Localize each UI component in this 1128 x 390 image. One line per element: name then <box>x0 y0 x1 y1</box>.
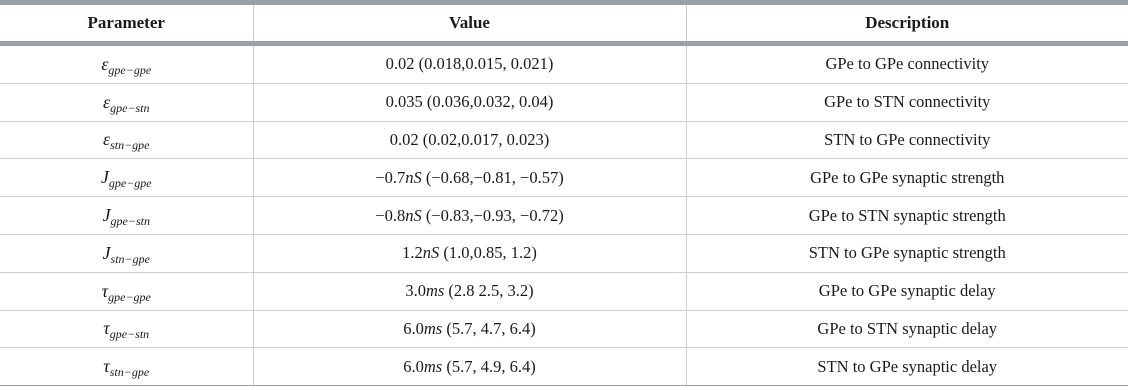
table-row <box>0 159 1128 197</box>
parameter-cell <box>0 272 253 310</box>
table-row <box>0 272 1128 310</box>
value-cell <box>253 121 686 159</box>
value-unit: nS <box>422 243 440 263</box>
parameter-cell <box>0 121 253 159</box>
value-cell <box>253 44 686 84</box>
value-main: −0.7 <box>375 167 406 187</box>
table-row <box>0 310 1128 348</box>
table-header <box>0 3 1128 44</box>
value-ci: (5.7, 4.7, 6.4) <box>442 318 536 338</box>
param-symbol: J <box>102 205 111 226</box>
parameter-cell <box>0 348 253 386</box>
table-row <box>0 121 1128 159</box>
value-main: 0.02 <box>385 54 415 74</box>
value-ci: (−0.83,−0.93, −0.72) <box>421 205 564 225</box>
value-cell <box>253 348 686 386</box>
value-main: 1.2 <box>402 243 423 263</box>
param-subscript: gpe−stn <box>110 100 150 115</box>
value-unit: ms <box>423 356 443 376</box>
table-row <box>0 234 1128 272</box>
param-symbol: J <box>102 242 111 263</box>
value-unit: ms <box>425 281 445 301</box>
parameter-cell <box>0 44 253 84</box>
value-ci: (0.036,0.032, 0.04) <box>422 92 554 112</box>
table-body <box>0 44 1128 386</box>
value-main: 0.02 <box>389 129 419 149</box>
param-symbol: ε <box>102 129 111 150</box>
value-ci: (0.018,0.015, 0.021) <box>414 54 554 74</box>
param-subscript: gpe−gpe <box>108 289 151 304</box>
value-ci: (1.0,0.85, 1.2) <box>439 243 537 263</box>
value-unit: nS <box>405 205 422 225</box>
value-cell <box>253 272 686 310</box>
parameter-cell <box>0 159 253 197</box>
header-value: Value <box>253 3 686 44</box>
header-parameter: Parameter <box>0 3 253 44</box>
description-cell: GPe to STN synaptic delay <box>686 310 1128 348</box>
value-main: 6.0 <box>403 356 424 376</box>
value-cell <box>253 159 686 197</box>
parameter-cell <box>0 83 253 121</box>
value-main: 3.0 <box>405 281 426 301</box>
description-cell: GPe to GPe connectivity <box>686 44 1128 84</box>
table-row <box>0 83 1128 121</box>
table-row <box>0 348 1128 386</box>
value-main: 0.035 <box>385 92 423 112</box>
description-cell: STN to GPe synaptic strength <box>686 234 1128 272</box>
description-cell: GPe to STN synaptic strength <box>686 197 1128 235</box>
value-ci: (−0.68,−0.81, −0.57) <box>421 167 564 187</box>
value-unit: ms <box>423 318 443 338</box>
table-row <box>0 44 1128 84</box>
value-ci: (2.8 2.5, 3.2) <box>444 281 534 301</box>
description-cell: GPe to GPe synaptic delay <box>686 272 1128 310</box>
value-unit: nS <box>405 167 422 187</box>
table-row <box>0 197 1128 235</box>
header-row <box>0 3 1128 44</box>
param-subscript: gpe−gpe <box>108 176 152 191</box>
param-subscript: gpe−stn <box>110 214 150 229</box>
param-symbol: τ <box>101 280 109 301</box>
parameter-cell <box>0 234 253 272</box>
param-subscript: gpe−stn <box>109 327 150 342</box>
value-ci: (5.7, 4.9, 6.4) <box>442 356 536 376</box>
param-symbol: τ <box>103 356 110 377</box>
parameter-cell <box>0 310 253 348</box>
value-cell <box>253 310 686 348</box>
value-main: −0.8 <box>375 205 406 225</box>
param-symbol: J <box>100 167 109 188</box>
param-subscript: stn−gpe <box>109 365 150 380</box>
value-ci: (0.02,0.017, 0.023) <box>418 129 550 149</box>
description-cell: STN to GPe synaptic delay <box>686 348 1128 386</box>
description-cell: STN to GPe connectivity <box>686 121 1128 159</box>
param-subscript: stn−gpe <box>110 138 150 153</box>
value-cell <box>253 83 686 121</box>
param-subscript: stn−gpe <box>110 251 150 266</box>
param-symbol: ε <box>102 91 111 112</box>
description-cell: GPe to GPe synaptic strength <box>686 159 1128 197</box>
value-main: 6.0 <box>403 318 424 338</box>
value-cell <box>253 197 686 235</box>
value-cell <box>253 234 686 272</box>
param-subscript: gpe−gpe <box>108 62 152 77</box>
param-symbol: τ <box>103 318 110 339</box>
parameter-cell <box>0 197 253 235</box>
param-symbol: ε <box>101 53 109 74</box>
header-description: Description <box>686 3 1128 44</box>
description-cell: GPe to STN connectivity <box>686 83 1128 121</box>
